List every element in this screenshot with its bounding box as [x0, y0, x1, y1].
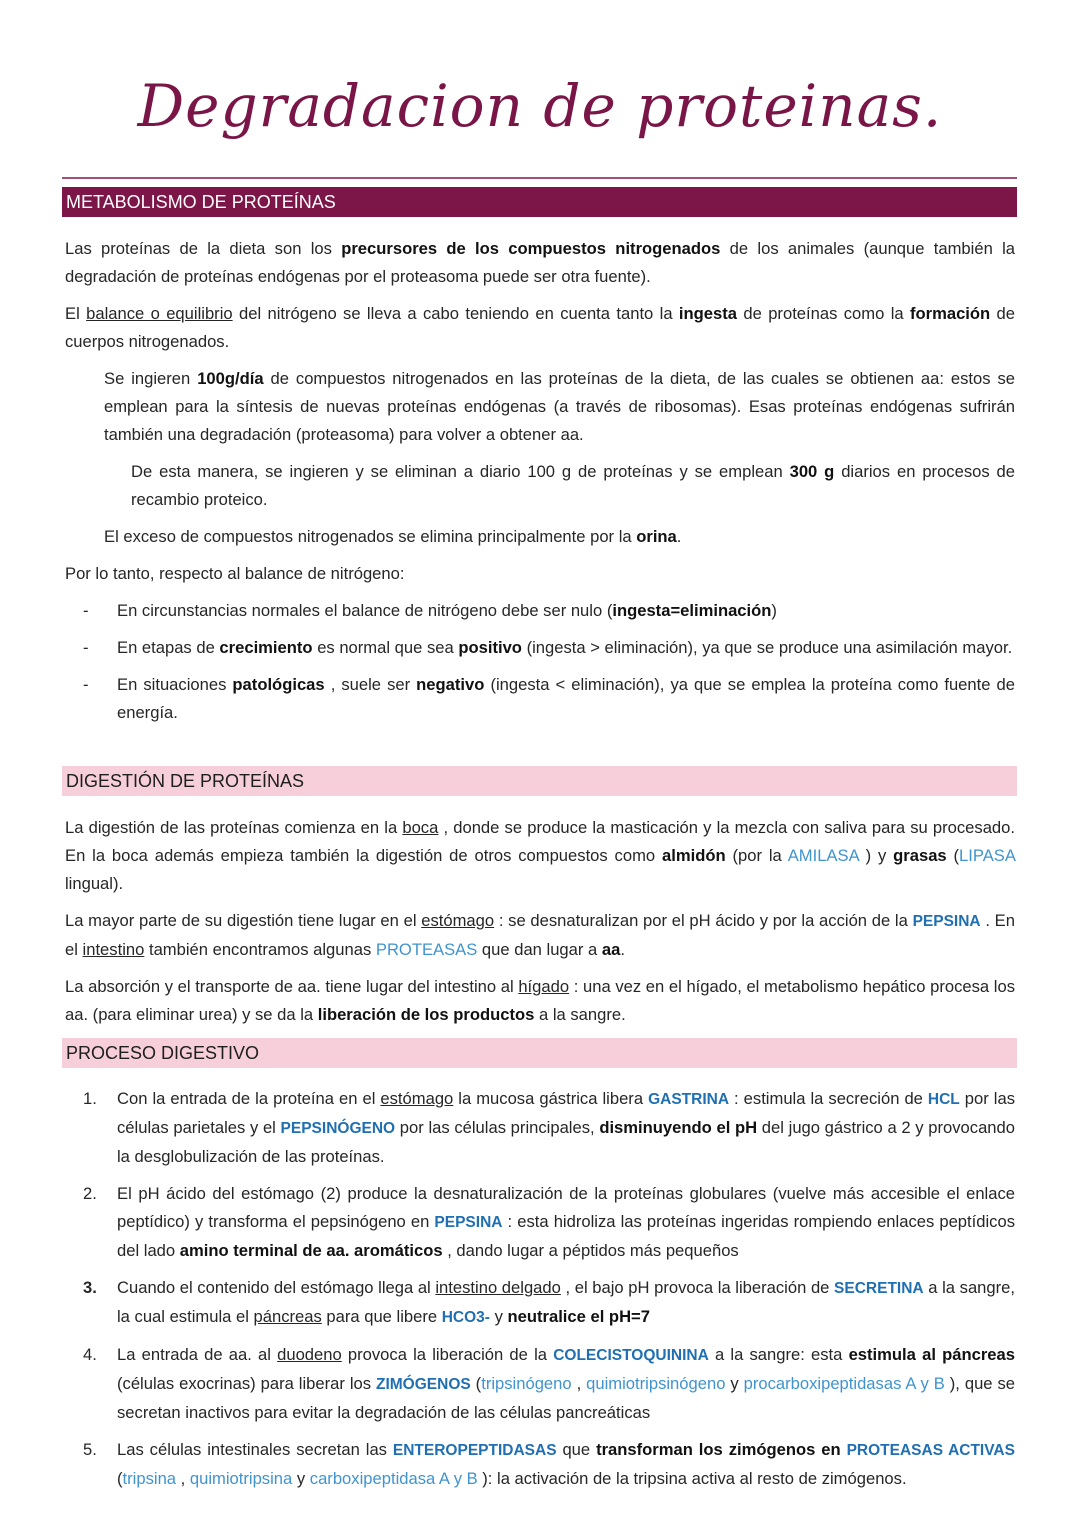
keyword-term: HCL — [927, 1091, 960, 1108]
text-run: El — [65, 304, 87, 323]
bold-text: precursores de los compuestos nitrogenados — [341, 239, 721, 258]
paragraph-text — [65, 977, 1015, 1024]
text-run: también encontramos algunas — [144, 940, 376, 959]
text-run: (por la — [725, 846, 788, 865]
list-marker: 2. — [83, 1184, 97, 1203]
text-run: de cuerpos nitrogenados. — [65, 304, 1016, 351]
text-run: El exceso de compuestos nitrogenados se elimina principalmente por la — [104, 527, 637, 546]
paragraph-text — [65, 911, 1015, 959]
paragraph — [65, 907, 1015, 964]
keyword-term: AMILASA — [787, 846, 859, 865]
numbered-item — [65, 1085, 1015, 1171]
paragraph-text — [65, 564, 404, 583]
text-run: ( — [470, 1374, 482, 1393]
bullet-item — [65, 634, 1015, 662]
text-run: del nitrógeno se lleva a cabo teniendo en cuenta tanto la — [232, 304, 679, 323]
underlined-term: estómago — [380, 1089, 454, 1108]
text-run: (ingesta > eliminación), ya que se produce una asimilación mayor. — [521, 638, 1013, 657]
text-run: Con la entrada de la proteína en el — [117, 1089, 381, 1108]
text-run: , suele ser — [324, 675, 417, 694]
paragraph — [104, 365, 1015, 449]
bold-text: neutralice el pH=7 — [507, 1307, 650, 1326]
text-run: ): la activación de la tripsina activa al resto de zimógenos. — [477, 1469, 907, 1488]
bold-text: ingesta — [678, 304, 738, 323]
document-title: Degradacion de proteinas. — [137, 72, 943, 140]
paragraph-text — [117, 1440, 1015, 1488]
list-marker: - — [83, 601, 89, 620]
paragraph-text — [117, 675, 1015, 722]
numbered-item — [65, 1436, 1015, 1493]
text-run: por las células principales, — [395, 1118, 600, 1137]
text-run: de compuestos nitrogenados en las proteínas de la dieta, de las cuales se obtienen aa: estos se emplean para la síntesis de nuevas proteínas endógenas (a través de ribosomas). Esas proteínas endógenas sufrirán también una degradación (proteasoma) para volver a obtener aa. — [104, 369, 1016, 444]
text-run: lingual). — [65, 874, 124, 893]
paragraph-text — [117, 1278, 1015, 1326]
keyword-term: tripsina — [122, 1469, 177, 1488]
text-run: (células exocrinas) para liberar los — [117, 1374, 376, 1393]
keyword-term: PROTEASAS — [375, 940, 478, 959]
text-run: La entrada de aa. al — [117, 1345, 278, 1364]
keyword-term: tripsinógeno — [481, 1374, 572, 1393]
text-run: y — [292, 1469, 310, 1488]
bold-text: aa — [601, 940, 621, 959]
keyword-term: carboxipeptidasa A y B — [309, 1469, 478, 1488]
bold-text: ingesta=eliminación — [612, 601, 772, 620]
paragraph-text — [131, 462, 1015, 509]
underlined-term: intestino delgado — [435, 1278, 561, 1297]
keyword-term: SECRETINA — [834, 1280, 924, 1297]
underlined-term: hígado — [518, 977, 570, 996]
text-run: a la sangre, la cual estimula el — [117, 1278, 1015, 1326]
paragraph — [65, 560, 1015, 588]
paragraph — [65, 973, 1015, 1029]
text-run: , dando lugar a péptidos más pequeños — [442, 1241, 739, 1260]
underlined-term: estómago — [421, 911, 495, 930]
keyword-term: procarboxipeptidasas A y B — [743, 1374, 945, 1393]
text-run: El pH ácido del estómago (2) produce la desnaturalización de la proteínas globulares (vuelve más accesible el enlace peptídico) y transforma el pepsinógeno en — [117, 1184, 1015, 1231]
underlined-term: balance o equilibrio — [86, 304, 233, 323]
keyword-term: quimiotripsinógeno — [586, 1374, 726, 1393]
bold-text: disminuyendo el pH — [599, 1118, 758, 1137]
text-run: ) y — [858, 846, 894, 865]
text-run: por las células parietales y el — [117, 1089, 1016, 1137]
bold-text: 100g/día — [197, 369, 264, 388]
text-run: y — [725, 1374, 744, 1393]
paragraph-text — [117, 1089, 1015, 1166]
text-run: ) — [771, 601, 777, 620]
list-marker: 3. — [83, 1278, 97, 1297]
text-run: : esta hidroliza las proteínas ingeridas rompiendo enlaces peptídicos del lado — [117, 1212, 1015, 1260]
text-run: : se desnaturalizan por el pH ácido y por la acción de la — [494, 911, 913, 930]
bold-text: transforman los zimógenos en — [596, 1440, 841, 1459]
text-run: para que libere — [321, 1307, 442, 1326]
list-marker: 4. — [83, 1345, 97, 1364]
paragraph-text — [65, 304, 1015, 351]
paragraph — [104, 523, 1015, 551]
list-marker: 1. — [83, 1089, 97, 1108]
text-run: Las células intestinales secretan las — [117, 1440, 393, 1459]
text-run: y — [489, 1307, 508, 1326]
bold-text: 300 g — [789, 462, 835, 481]
text-run: (ingesta < eliminación), ya que se emplea la proteína como fuente de energía. — [117, 675, 1015, 722]
underlined-term: intestino — [82, 940, 145, 959]
paragraph-text — [117, 1345, 1015, 1422]
bold-text: patológicas — [232, 675, 325, 694]
paragraph-text — [117, 601, 777, 620]
keyword-term: HCO3- — [441, 1309, 490, 1326]
text-run: En etapas de — [117, 638, 220, 657]
keyword-term: quimiotripsina — [189, 1469, 293, 1488]
text-run: a la sangre: esta — [708, 1345, 849, 1364]
text-run: de los animales (aunque también la degradación de proteínas endógenas por el proteasoma puede ser otra fuente). — [65, 239, 1015, 286]
text-run: provoca la liberación de la — [341, 1345, 554, 1364]
text-run: ( — [117, 1469, 123, 1488]
text-run: En circunstancias normales el balance de nitrógeno debe ser nulo ( — [117, 601, 613, 620]
paragraph-text — [104, 527, 681, 546]
list-marker: 5. — [83, 1440, 97, 1459]
text-run: del jugo gástrico a 2 y provocando la desglobulización de las proteínas. — [117, 1118, 1015, 1166]
text-run: . En el — [65, 911, 1015, 959]
keyword-term: PEPSINA — [434, 1214, 503, 1231]
keyword-term: ENTEROPEPTIDASAS — [392, 1442, 557, 1459]
text-run: La digestión de las proteínas comienza en la — [65, 818, 403, 837]
bold-text: amino terminal de aa. aromáticos — [179, 1241, 443, 1260]
paragraph — [65, 300, 1015, 356]
text-run: , — [571, 1374, 587, 1393]
bullet-item — [65, 597, 1015, 625]
text-run: , — [176, 1469, 190, 1488]
title-divider — [62, 177, 1017, 179]
section-metabolismo-body — [65, 235, 1015, 736]
text-run: Las proteínas de la dieta son los — [65, 239, 342, 258]
bold-text: formación — [909, 304, 991, 323]
keyword-term: PROTEASAS ACTIVAS — [846, 1442, 1015, 1459]
underlined-term: duodeno — [277, 1345, 342, 1364]
paragraph-text — [117, 638, 1012, 657]
paragraph-text — [117, 1184, 1015, 1260]
text-run: ), que se secretan inactivos para evitar la degradación de las células pancreáticas — [117, 1374, 1015, 1422]
list-marker: - — [83, 638, 89, 657]
text-run: Se ingieren — [104, 369, 198, 388]
keyword-term: PEPSINA — [912, 913, 981, 930]
paragraph — [131, 458, 1015, 514]
keyword-term: ZIMÓGENOS — [375, 1376, 471, 1393]
text-run: de proteínas como la — [737, 304, 910, 323]
section-heading-proceso: PROCESO DIGESTIVO — [62, 1038, 1017, 1068]
text-run: diarios en procesos de recambio proteico. — [131, 462, 1015, 509]
text-run: : estimula la secreción de — [729, 1089, 928, 1108]
bold-text: orina — [636, 527, 677, 546]
text-run: es normal que sea — [312, 638, 459, 657]
section-digestion-body — [65, 814, 1015, 1038]
text-run: La absorción y el transporte de aa. tiene lugar del intestino al — [65, 977, 519, 996]
bold-text: grasas — [893, 846, 947, 865]
text-run: que dan lugar a — [477, 940, 602, 959]
text-run: a la sangre. — [534, 1005, 626, 1024]
text-run: , donde se produce la masticación y la mezcla con saliva para su procesado. En la boca además empieza también la digestión de otros compuestos como — [65, 818, 1016, 865]
paragraph-text — [65, 239, 1015, 286]
bold-text: estimula al páncreas — [848, 1345, 1015, 1364]
numbered-item — [65, 1341, 1015, 1427]
paragraph-text — [65, 818, 1015, 893]
numbered-item — [65, 1274, 1015, 1332]
numbered-item — [65, 1180, 1015, 1265]
bullet-item — [65, 671, 1015, 727]
bold-text: almidón — [662, 846, 726, 865]
text-run: la mucosa gástrica libera — [453, 1089, 649, 1108]
text-run: ( — [946, 846, 960, 865]
bold-text: positivo — [458, 638, 522, 657]
paragraph-text — [104, 369, 1015, 444]
text-run: que — [556, 1440, 597, 1459]
text-run: . — [676, 527, 682, 546]
section-heading-digestion: DIGESTIÓN DE PROTEÍNAS — [62, 766, 1017, 796]
text-run: La mayor parte de su digestión tiene lugar en el — [65, 911, 422, 930]
keyword-term: COLECISTOQUININA — [553, 1347, 709, 1364]
paragraph — [65, 235, 1015, 291]
text-run: , el bajo pH provoca la liberación de — [560, 1278, 835, 1297]
paragraph — [65, 814, 1015, 898]
bold-text: liberación de los productos — [317, 1005, 535, 1024]
text-run: . — [620, 940, 625, 959]
text-run: En situaciones — [117, 675, 233, 694]
list-marker: - — [83, 675, 89, 694]
section-proceso-body — [65, 1085, 1015, 1502]
text-run: : una vez en el hígado, el metabolismo hepático procesa los aa. (para eliminar urea) y se da la — [65, 977, 1015, 1024]
bold-text: crecimiento — [219, 638, 313, 657]
underlined-term: boca — [402, 818, 439, 837]
bold-text: negativo — [416, 675, 485, 694]
text-run: Por lo tanto, respecto al balance de nitrógeno: — [65, 564, 405, 583]
underlined-term: páncreas — [253, 1307, 322, 1326]
text-run: De esta manera, se ingieren y se eliminan a diario 100 g de proteínas y se emplean — [131, 462, 790, 481]
keyword-term: GASTRINA — [648, 1091, 730, 1108]
keyword-term: PEPSINÓGENO — [280, 1120, 396, 1137]
keyword-term: LIPASA — [959, 846, 1016, 865]
text-run: Cuando el contenido del estómago llega al — [117, 1278, 436, 1297]
section-heading-metabolismo: METABOLISMO DE PROTEÍNAS — [62, 187, 1017, 217]
